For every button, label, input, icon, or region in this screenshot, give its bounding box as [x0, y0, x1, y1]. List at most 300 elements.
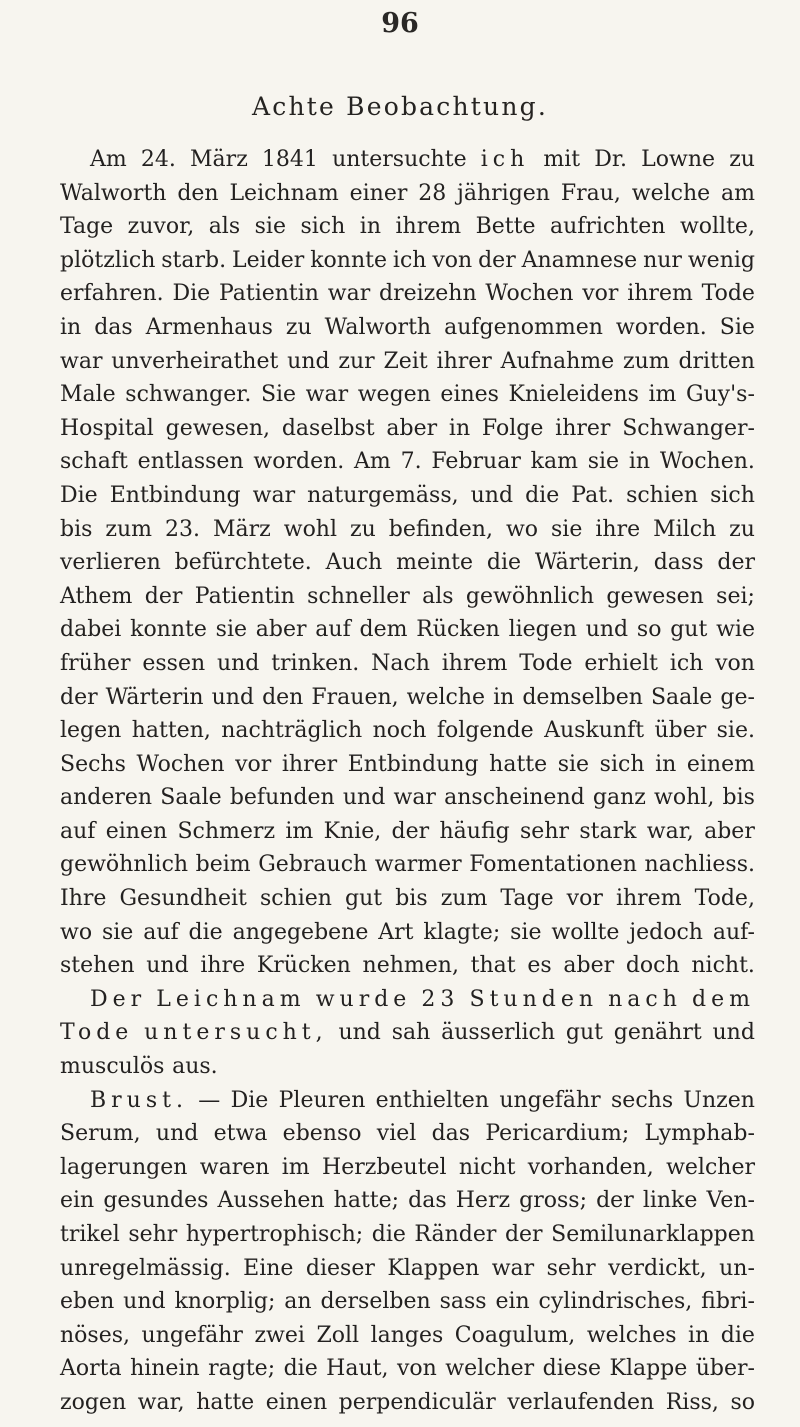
word: sie — [551, 516, 583, 542]
word: liegen — [508, 617, 577, 643]
word: konnte — [130, 617, 207, 643]
word: Walworth — [60, 180, 167, 206]
text-line — [60, 1117, 755, 1151]
word: Herz — [455, 1188, 511, 1214]
word: Wochen — [136, 751, 225, 777]
word: Die — [172, 281, 211, 307]
word: Schmerz — [177, 818, 276, 844]
word: Male — [60, 382, 116, 408]
word: zur — [338, 348, 375, 374]
word: Pericardium; — [485, 1121, 630, 1147]
word: Wärterin, — [534, 550, 640, 576]
word: Herzbeutel — [322, 1154, 447, 1180]
word: Bette — [475, 214, 536, 240]
word: vorhanden, — [527, 1154, 654, 1180]
word: Rücken — [416, 617, 500, 643]
word: trinken. — [271, 650, 360, 676]
word: zwei — [254, 1322, 305, 1348]
word: folgende — [436, 718, 534, 744]
word: erhielt — [584, 650, 658, 676]
word: Aufnahme — [500, 348, 615, 374]
word: eben — [60, 1289, 115, 1315]
word: sehr — [546, 1255, 596, 1281]
word: Entbindung — [109, 482, 241, 508]
text-line — [60, 311, 755, 345]
word: ge- — [720, 684, 755, 710]
word: warmer — [374, 852, 462, 878]
word: musculös — [60, 1054, 165, 1080]
word: wie — [716, 617, 755, 643]
word: dem — [692, 986, 755, 1012]
text-line — [60, 815, 755, 849]
word: ihrer — [281, 751, 338, 777]
text-line — [60, 1084, 755, 1118]
word: Leichnam — [229, 180, 339, 206]
word: kam — [530, 449, 578, 475]
word: schneller — [307, 583, 410, 609]
word: anderen — [60, 785, 153, 811]
word: viel — [376, 1121, 417, 1147]
word: März — [190, 147, 248, 172]
word: zum — [105, 516, 153, 542]
word: und — [342, 785, 386, 811]
word: gut — [565, 1020, 603, 1046]
text-line — [60, 1386, 755, 1420]
text-line — [60, 781, 755, 815]
word: häufig — [439, 818, 510, 844]
text-line — [60, 143, 755, 177]
word: das — [408, 1188, 447, 1214]
word: über- — [695, 1356, 755, 1382]
word: über — [654, 718, 707, 744]
word: zum — [623, 348, 670, 374]
word: hatte; — [333, 1188, 400, 1214]
word: ebenso — [282, 1121, 362, 1147]
word: sich — [710, 482, 755, 508]
text-line — [60, 949, 755, 983]
word: legen — [60, 718, 122, 744]
word: Sie — [719, 314, 755, 340]
word: naturgemäss, — [307, 482, 459, 508]
word: die — [188, 919, 223, 945]
text-line — [60, 210, 755, 244]
word: im — [648, 382, 677, 408]
word: ungefähr — [499, 1087, 601, 1113]
word: Serum, — [60, 1121, 141, 1147]
word: gewöhnlich — [465, 583, 594, 609]
word: sehr — [520, 818, 570, 844]
word: und — [123, 1289, 166, 1315]
word: sah — [391, 1020, 431, 1046]
word: 23. — [165, 516, 201, 542]
word: befürchtete. — [174, 550, 312, 576]
word: welche — [631, 180, 711, 206]
word: zu — [729, 516, 755, 542]
text-line — [60, 647, 755, 681]
text-line — [60, 1319, 755, 1353]
word: ungefähr — [141, 1322, 243, 1348]
text-line — [60, 345, 755, 379]
word: und — [712, 1020, 755, 1046]
word: Zoll — [316, 1322, 360, 1348]
word: ihre — [595, 516, 641, 542]
word: bis — [722, 785, 755, 811]
word: hinein — [130, 1356, 200, 1382]
word: entlassen — [137, 449, 244, 475]
word: Klappen — [387, 1255, 480, 1281]
word: dem — [359, 617, 408, 643]
word: ragte; — [208, 1356, 276, 1382]
word: Aorta — [60, 1356, 122, 1382]
word: die — [720, 1322, 755, 1348]
word: dieser — [305, 1255, 375, 1281]
word: sich — [300, 214, 346, 240]
word: hypertrophisch; — [185, 1222, 364, 1247]
text-line — [60, 1252, 755, 1286]
word: aber — [563, 953, 615, 979]
text-line — [60, 277, 755, 311]
word: und — [216, 650, 260, 676]
word: auf- — [712, 919, 755, 945]
text-line — [60, 916, 755, 950]
word: der — [717, 550, 755, 576]
word: klagte; — [423, 919, 501, 945]
word: untersucht, — [144, 1020, 328, 1046]
word: Leider — [232, 247, 305, 273]
word: 23 — [421, 986, 460, 1012]
word: aber — [386, 415, 438, 441]
word: sie — [254, 214, 286, 240]
word: nicht. — [691, 953, 755, 979]
word: äusserlich — [441, 1020, 556, 1046]
word: den — [177, 180, 219, 206]
word: die — [525, 482, 560, 508]
word: im — [281, 1154, 310, 1180]
text-line — [60, 882, 755, 916]
text-line — [60, 1218, 755, 1252]
word: lagerungen — [60, 1154, 188, 1180]
word: Knieleidens — [508, 382, 639, 408]
word: aber — [704, 818, 755, 844]
word: Am — [90, 147, 127, 172]
word: sechs — [611, 1087, 674, 1113]
word: dass — [653, 550, 704, 576]
word: nach — [608, 986, 682, 1012]
word: — — [198, 1087, 221, 1113]
word: Tage — [60, 214, 114, 240]
word: hatte — [196, 1389, 255, 1415]
word: wurde — [315, 986, 412, 1012]
word: Wärterin — [105, 684, 204, 710]
word: aus. — [172, 1054, 218, 1080]
word: war — [60, 348, 103, 374]
text-line — [60, 479, 755, 513]
word: Saale — [160, 785, 222, 811]
word: that — [470, 953, 516, 979]
word: sie. — [716, 718, 755, 744]
word: wollte, — [679, 214, 755, 240]
word: als — [208, 214, 241, 240]
word: meinte — [396, 550, 474, 576]
word: starb. — [161, 247, 227, 273]
word: sie — [215, 617, 248, 643]
word: ihrer — [555, 415, 611, 441]
word: sie — [557, 751, 590, 777]
text-line — [60, 983, 755, 1017]
word: vor — [582, 281, 619, 307]
word: diese — [542, 1356, 602, 1382]
word: März — [213, 516, 271, 542]
word: genährt — [613, 1020, 702, 1046]
word: Die — [230, 1087, 269, 1113]
word: Lowne — [641, 147, 716, 172]
word: vor — [235, 751, 272, 777]
word: in — [359, 214, 381, 240]
word: verdickt, — [608, 1255, 707, 1281]
word: ihrem — [395, 214, 462, 240]
word: und — [470, 482, 514, 508]
word: Riss, — [665, 1389, 719, 1415]
word: nachträglich — [221, 718, 363, 744]
word: einer — [349, 180, 408, 206]
word: beim — [195, 852, 251, 878]
text-line — [60, 714, 755, 748]
word: von — [715, 650, 755, 676]
word: ihre — [200, 953, 246, 979]
word: der — [504, 1222, 543, 1247]
word: sie — [101, 919, 134, 945]
word: einen — [265, 1389, 328, 1415]
word: Walworth — [324, 314, 432, 340]
word: Unzen — [683, 1087, 755, 1113]
word: zum — [440, 886, 488, 912]
word: schien — [259, 886, 332, 912]
word: 24. — [140, 147, 176, 172]
word: Patientin — [218, 281, 319, 307]
text-line — [60, 445, 755, 479]
word: knorplig; — [174, 1289, 276, 1315]
word: Dr. — [594, 147, 628, 172]
word: Lymphab- — [644, 1121, 755, 1147]
word: schien — [626, 482, 699, 508]
word: Der — [90, 986, 147, 1012]
word: den — [262, 684, 304, 710]
word: nehmen, — [362, 953, 459, 979]
word: wohl — [283, 516, 338, 542]
word: derselben — [320, 1289, 431, 1315]
word: linke — [642, 1188, 698, 1214]
word: schaft — [60, 449, 128, 475]
text-line — [60, 412, 755, 446]
word: Brust. — [90, 1087, 188, 1113]
word: als — [422, 583, 454, 609]
word: auf — [60, 818, 96, 844]
word: und — [585, 617, 629, 643]
word: Tode — [701, 281, 755, 307]
word: und — [211, 684, 255, 710]
word: zu — [729, 147, 755, 172]
word: worden. — [615, 314, 707, 340]
word: gesundes — [103, 1188, 209, 1214]
word: Ihre — [60, 886, 107, 912]
word: Eine — [243, 1255, 294, 1281]
word: dreizehn — [379, 281, 477, 307]
word: ihrem — [615, 886, 682, 912]
word: sich — [599, 751, 645, 777]
word: der — [391, 818, 430, 844]
word: Entbindung — [347, 751, 479, 777]
text-line — [60, 681, 755, 715]
word: das — [94, 314, 133, 340]
word: nachliess. — [644, 852, 755, 878]
word: Haut, — [326, 1356, 389, 1382]
word: Tode, — [694, 886, 755, 912]
word: Frauen, — [311, 684, 399, 710]
word: Pat. — [571, 482, 615, 508]
word: Tode — [519, 650, 573, 676]
word: un- — [719, 1255, 755, 1281]
section-heading: Achte Beobachtung. — [252, 92, 548, 121]
word: in — [60, 314, 82, 340]
word: ihrer — [436, 348, 492, 374]
text-line — [60, 1016, 755, 1050]
word: 1841 — [261, 147, 318, 172]
word: und — [146, 953, 189, 979]
word: auf — [315, 617, 351, 643]
word: Frau, — [560, 180, 621, 206]
word: vor — [566, 886, 603, 912]
word: 7. — [400, 449, 422, 475]
word: waren — [199, 1154, 270, 1180]
word: in — [688, 1322, 710, 1348]
word: das — [431, 1121, 471, 1147]
word: Athem — [60, 583, 133, 609]
word: gut — [670, 617, 708, 643]
text-line — [60, 848, 755, 882]
word: doch — [625, 953, 680, 979]
word: Wochen — [485, 281, 574, 307]
word: der — [478, 247, 516, 273]
word: so — [730, 1389, 755, 1415]
text-line — [60, 1050, 755, 1084]
word: Hospital — [60, 415, 154, 441]
word: sehr — [128, 1222, 178, 1247]
word: plötzlich — [60, 247, 156, 273]
word: ihrem — [441, 650, 508, 676]
word: Stunden — [469, 986, 599, 1012]
word: cylindrisches, — [538, 1289, 693, 1315]
word: enthielten — [375, 1087, 489, 1113]
word: welcher — [666, 1154, 755, 1180]
word: Semilunarklappen — [551, 1222, 755, 1247]
word: noch — [372, 718, 427, 744]
word: Tode — [60, 1020, 134, 1046]
word: Saale — [650, 684, 713, 710]
word: Auch — [325, 550, 383, 576]
word: Tage — [500, 886, 554, 912]
word: der — [144, 583, 183, 609]
word: untersuchte — [332, 147, 467, 172]
word: eines — [440, 382, 499, 408]
word: befinden, — [388, 516, 493, 542]
word: gewesen, — [165, 415, 271, 441]
word: nöses, — [60, 1322, 131, 1348]
word: Leichnam — [156, 986, 306, 1012]
word: Zeit — [383, 348, 428, 374]
word: mit — [543, 147, 581, 172]
word: angegebene — [232, 919, 369, 945]
word: hatte — [489, 751, 548, 777]
word: wo — [60, 919, 93, 945]
word: in — [628, 449, 651, 475]
word: unverheirathet — [111, 348, 279, 374]
word: zu — [285, 314, 312, 340]
word: die — [486, 550, 522, 576]
word: die — [371, 1222, 406, 1247]
word: im — [285, 818, 314, 844]
word: bis — [60, 516, 93, 542]
word: fibri- — [701, 1289, 755, 1315]
word: ich — [480, 147, 530, 172]
text-line — [60, 1285, 755, 1319]
word: Fomentationen — [469, 852, 637, 878]
text-line — [60, 1184, 755, 1218]
word: Pleuren — [278, 1087, 366, 1113]
word: nicht — [458, 1154, 516, 1180]
word: aufgenommen — [444, 314, 603, 340]
word: Milch — [653, 516, 717, 542]
word: die — [283, 1356, 318, 1382]
word: nur — [643, 247, 682, 273]
word: von — [396, 1356, 437, 1382]
word: es — [527, 953, 552, 979]
word: wenig — [687, 247, 755, 273]
word: Ven- — [706, 1188, 755, 1214]
word: Nach — [371, 650, 430, 676]
word: und — [155, 1121, 199, 1147]
text-line — [60, 613, 755, 647]
word: der — [596, 1188, 634, 1214]
word: ganz — [592, 785, 646, 811]
word: Gebrauch — [258, 852, 368, 878]
word: Guy's- — [685, 382, 755, 408]
word: verlieren — [60, 550, 161, 576]
word: verlaufenden — [507, 1389, 655, 1415]
word: befunden — [229, 785, 335, 811]
word: einen — [105, 818, 168, 844]
text-line — [60, 513, 755, 547]
word: Krücken — [256, 953, 351, 979]
word: jedoch — [629, 919, 703, 945]
word: schwanger. — [125, 382, 252, 408]
word: so — [636, 617, 662, 643]
text-line — [60, 177, 755, 211]
word: war — [327, 281, 371, 307]
word: Sie — [260, 382, 297, 408]
word: Gesundheit — [119, 886, 247, 912]
word: Art — [378, 919, 414, 945]
word: wollte — [551, 919, 620, 945]
word: wohl, — [654, 785, 715, 811]
text-line — [60, 1352, 755, 1386]
word: sass — [439, 1289, 487, 1315]
word: aufrichten — [549, 214, 666, 240]
word: Anamnese — [521, 247, 638, 273]
word: in — [655, 751, 677, 777]
word: wegen — [357, 382, 431, 408]
word: erfahren. — [60, 281, 164, 307]
word: essen — [142, 650, 206, 676]
